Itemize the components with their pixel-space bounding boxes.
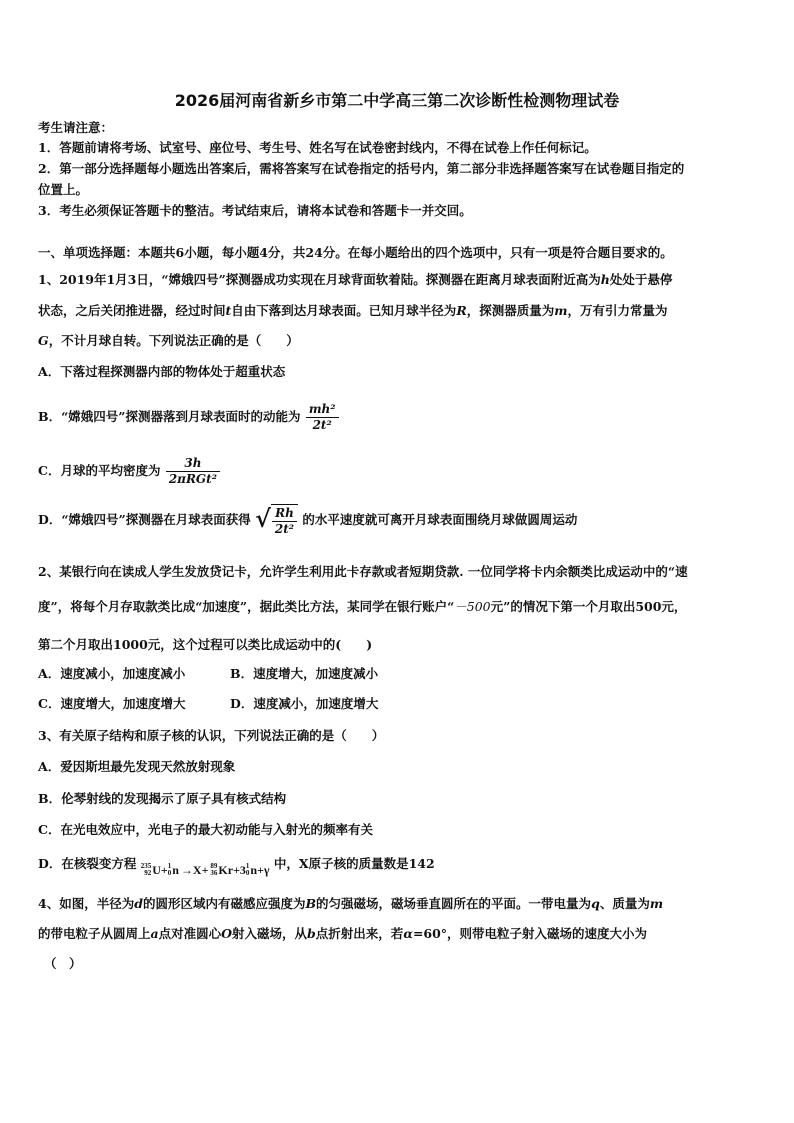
sqrt-expression: √ $\frac{Rh}{\text{2t²}}$ (255, 504, 298, 537)
section-heading: 一、单项选择题：本题共6小题，每小题4分，共24分。在每小题给出的四个选项中，只有一项是符合题目要求的。 (38, 245, 673, 260)
q1-option-a: A．下落过程探测器内部的物体处于超重状态 (38, 364, 286, 379)
notice-item: 1．答题前请将考场、试室号、座位号、考生号、姓名写在试卷密封线内，不得在试卷上作任何标记。 (38, 140, 597, 155)
notice-item: 2．第一部分选择题每小题选出答案后，需将答案写在试卷指定的括号内，第二部分非选择题答案写在试卷题目指定的 (38, 161, 685, 176)
q3-option-c: C．在光电效应中，光电子的最大初动能与入射光的频率有关 (38, 822, 373, 837)
q2-option-b: B．速度增大，加速度减小 (230, 666, 379, 681)
q2-stem-line: 第二个月取出1000元，这个过程可以类比成运动中的( ) (38, 637, 373, 652)
notice-heading: 考生请注意： (38, 120, 114, 135)
q1-option-c: C．月球的平均密度为 $\frac{3h}{\text{2πRGt²}}$ (38, 456, 221, 487)
q1-stem-line: 状态，之后关闭推进器，经过时间t自由下落到达月球表面。已知月球半径为R，探测器质量为m，万有引力常量为 (38, 303, 668, 318)
q2-options-row (38, 696, 378, 712)
q3-option-a: A．爱因斯坦最先发现天然放射现象 (38, 759, 236, 774)
q1-stem-line: G，不计月球自转。下列说法正确的是（ ） (38, 333, 299, 348)
kinetic-energy-fraction: $\frac{\text{mh²}}{\text{2t²}}$ (306, 402, 339, 433)
q1-option-d: D．“嫦娥四号”探测器在月球表面获得 √ $\frac{Rh}{\text{2t²}}$ 的水平速度就可离开月球表面围绕月球做圆周运动 (38, 504, 578, 536)
q4-stem-line: 4、如图，半径为d的圆形区域内有磁感应强度为B的匀强磁场，磁场垂直圆所在的平面。一带电量为q、质量为m (38, 896, 664, 911)
q2-stem-line: 2、某银行向在读成人学生发放贷记卡，允许学生利用此卡存款或者短期贷款. 一位同学将卡内余额类比成运动中的“速 (38, 564, 688, 579)
q2-options-row (38, 666, 378, 682)
q3-option-b: B．伦琴射线的发现揭示了原子具有核式结构 (38, 791, 287, 806)
page-title: 2026届河南省新乡市第二中学高三第二次诊断性检测物理试卷 (174, 91, 620, 110)
q3-stem: 3、有关原子结构和原子核的认识，下列说法正确的是（ ） (38, 728, 385, 743)
q2-option-c: C．速度增大，加速度增大 (38, 696, 186, 711)
q2-option-d: D．速度减小，加速度增大 (230, 696, 379, 711)
sqrt-icon: √ (255, 504, 271, 533)
notice-item: 3．考生必须保证答题卡的整洁。考试结束后，请将本试卷和答题卡一并交回。 (38, 203, 472, 218)
q3-option-d: D．在核裂变方程 235 92 U+ 1 0 n →X+ 89 36 Kr+3 1 0 n+γ 中，X原子核的质量数是142 (38, 856, 435, 877)
q4-stem-line: 的带电粒子从圆周上a点对准圆心O射入磁场，从b点折射出来，若α=60°，则带电粒子射入磁场的速度大小为 (38, 926, 648, 941)
q1-option-b: B．“嫦娥四号”探测器落到月球表面时的动能为 $\frac{\text{mh²}}{\text{2t²}}$ (38, 402, 340, 433)
q2-stem-line: 度”，将每个月存取款类比成“加速度”，据此类比方法，某同学在银行账户“－500元”的情况下第一个月取出500元， (38, 599, 687, 614)
answer-bracket: （ ） (44, 956, 82, 971)
fission-equation: 235 92 U+ 1 0 n →X+ 89 36 Kr+3 1 0 n+γ (140, 862, 270, 877)
density-fraction: $\frac{3h}{\text{2πRGt²}}$ (166, 456, 220, 487)
q2-option-a: A．速度减小，加速度减小 (38, 666, 186, 681)
notice-item: 位置上。 (38, 182, 89, 197)
q1-stem-line: 1、2019年1月3日，“嫦娥四号”探测器成功实现在月球背面软着陆。探测器在距离月球表面附近高为h处处于悬停 (38, 272, 673, 287)
